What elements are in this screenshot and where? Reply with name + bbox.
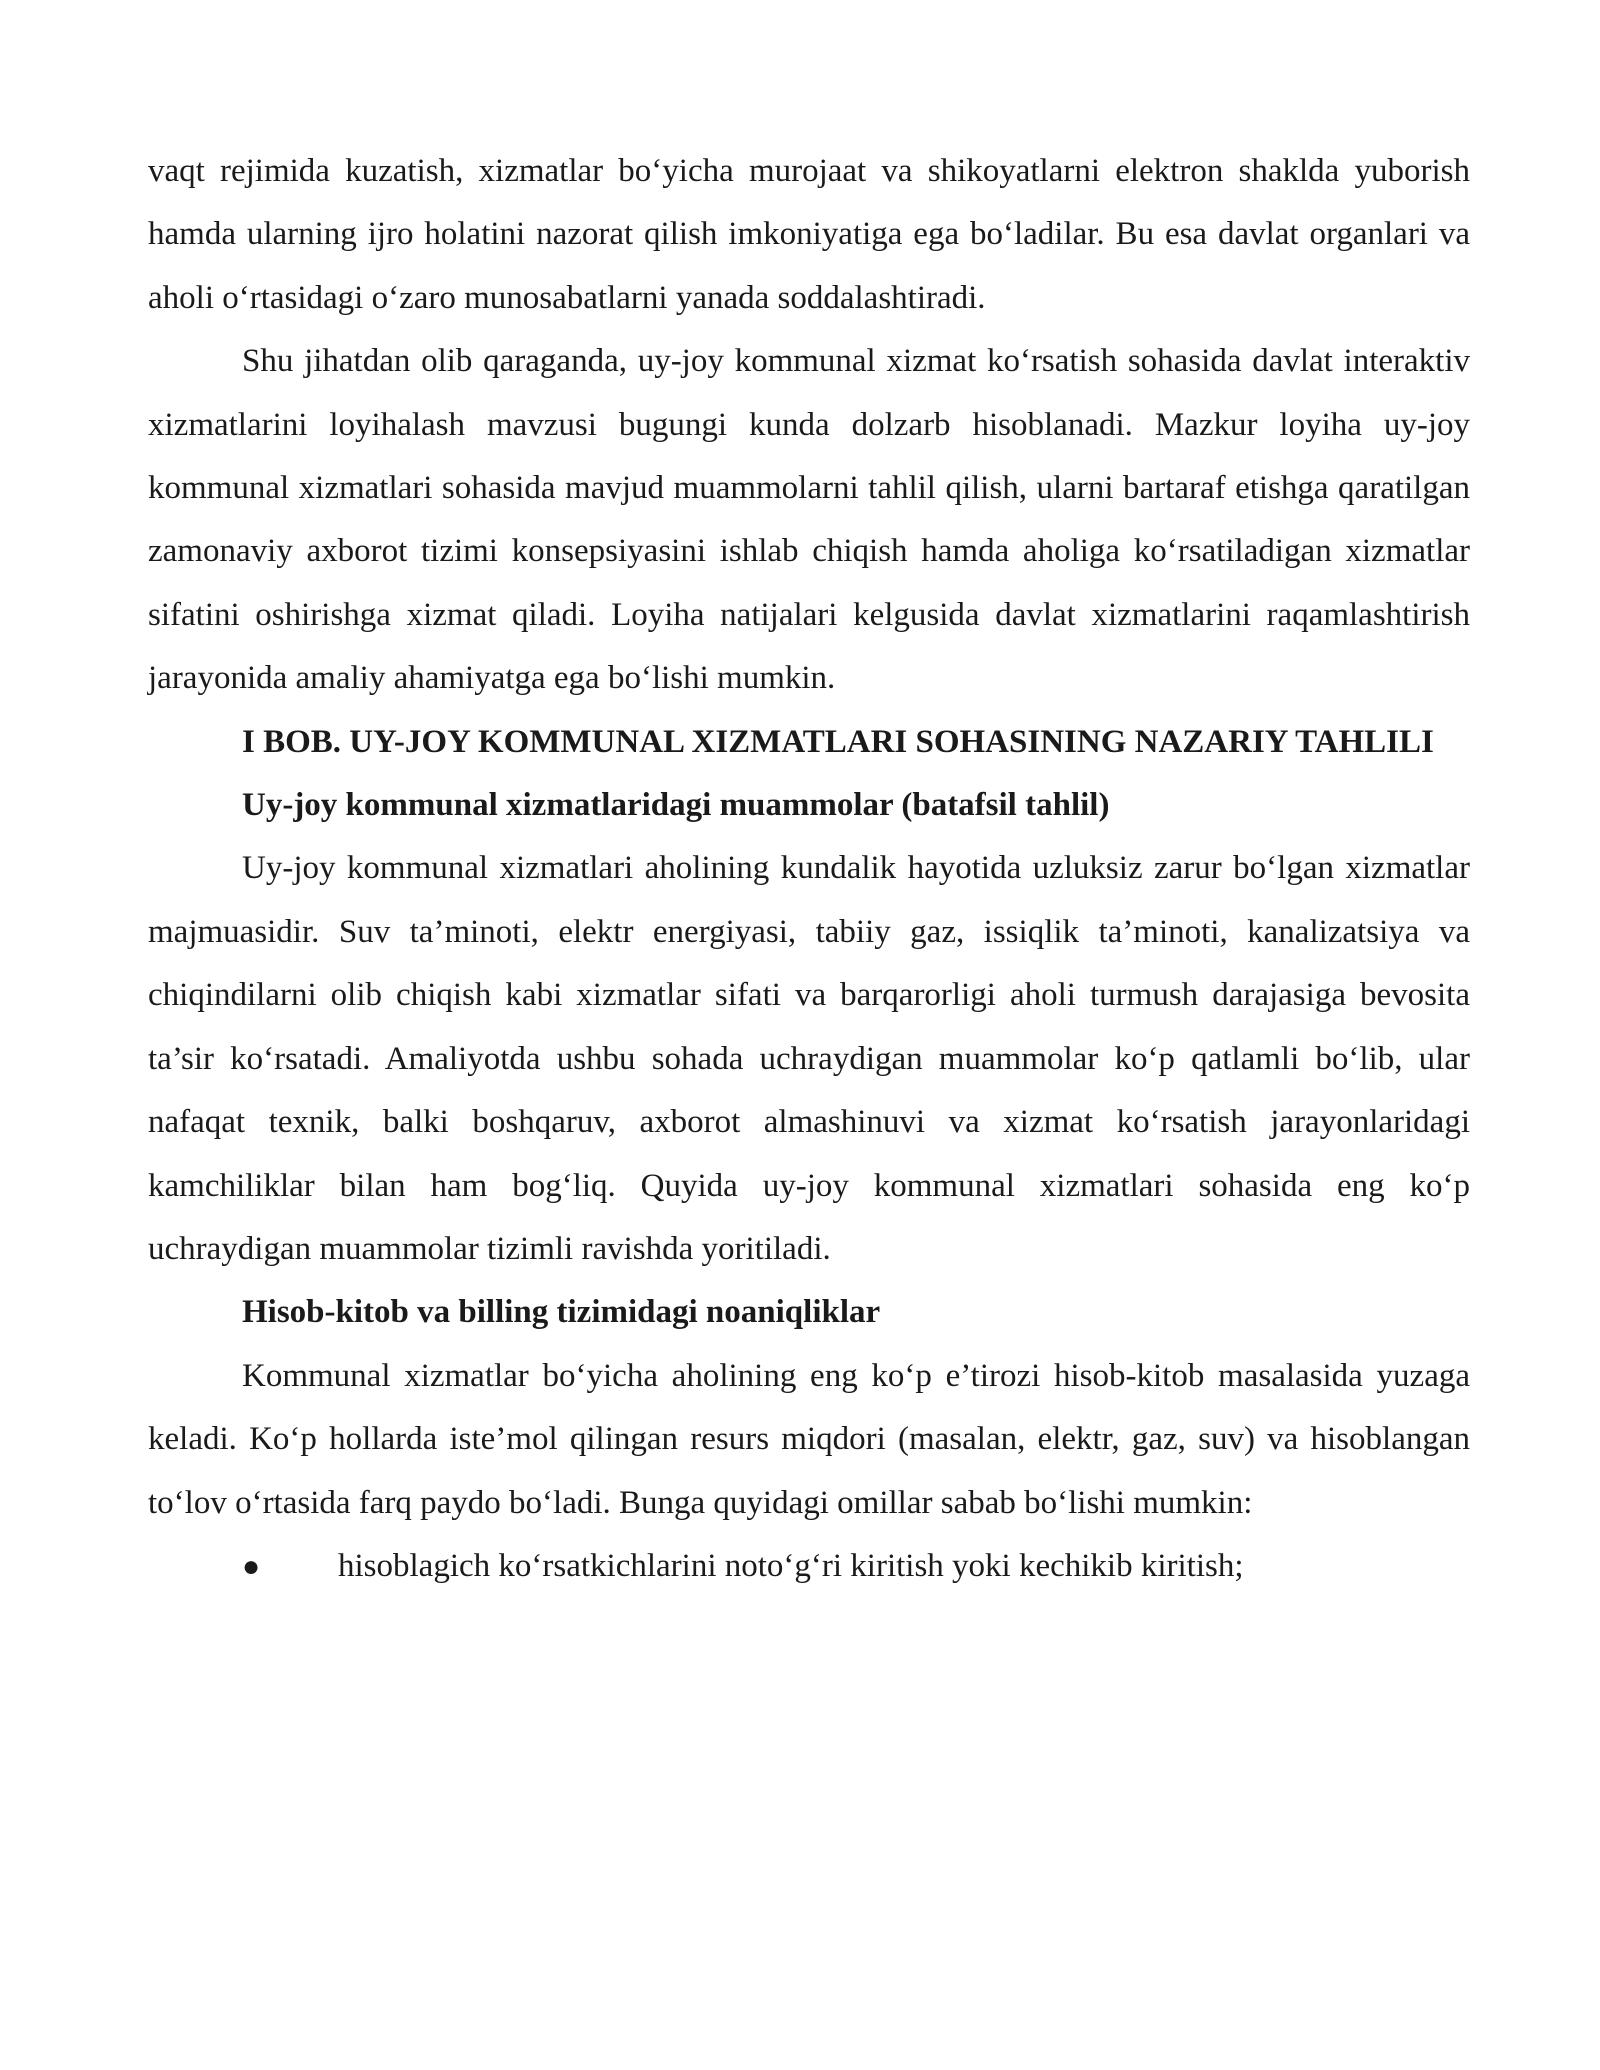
- paragraph-relevance: Shu jihatdan olib qaraganda, uy-joy kommunal xizmat ko‘rsatish sohasida davlat interaktiv xizmatlarini loyihalash mavzusi bugungi kunda dolzarb hisoblanadi. Mazkur loyiha uy-joy kommunal xizmatlari sohasida mavjud muammolarni tahlil qilish, ularni bartaraf etishga qaratilgan zamonaviy axborot tizimi konsepsiyasini ishlab chiqish hamda aholiga ko‘rsatiladigan xizmatlar sifatini oshirishga xizmat qiladi. Loyiha natijalari kelgusida davlat xizmatlarini raqamlashtirish jarayonida amaliy ahamiyatga ega bo‘lishi mumkin.: [148, 343, 1470, 697]
- paragraph-billing: Kommunal xizmatlar bo‘yicha aholining eng ko‘p e’tirozi hisob-kitob masalasida yuzaga keladi. Ko‘p hollarda iste’mol qilingan resurs miqdori (masalan, elektr, gaz, suv) va hisoblangan to‘lov o‘rtasida farq paydo bo‘ladi. Bunga quyidagi omillar sabab bo‘lishi mumkin:: [148, 1357, 1470, 1521]
- bullet-icon: ●: [242, 1549, 261, 1583]
- chapter-heading: I BOB. UY-JOY KOMMUNAL XIZMATLARI SOHASINING NAZARIY TAHLILI: [242, 723, 1434, 760]
- list-item-text: hisoblagich ko‘rsatkichlarini noto‘g‘ri kiritish yoki kechikib kiritish;: [338, 1547, 1244, 1584]
- section-heading-billing: Hisob-kitob va billing tizimidagi noaniqliklar: [242, 1294, 881, 1331]
- list-item: [148, 1535, 1470, 1598]
- bullet-list: [148, 1535, 1470, 1598]
- paragraph-problems-intro: Uy-joy kommunal xizmatlari aholining kundalik hayotida uzluksiz zarur bo‘lgan xizmatlar majmuasidir. Suv ta’minoti, elektr energiyasi, tabiiy gaz, issiqlik ta’minoti, kanalizatsiya va chiqindilarni olib chiqish kabi xizmatlar sifati va barqarorligi aholi turmush darajasiga bevosita ta’sir ko‘rsatadi. Amaliyotda ushbu sohada uchraydigan muammolar ko‘p qatlamli bo‘lib, ular nafaqat texnik, balki boshqaruv, axborot almashinuvi va xizmat ko‘rsatish jarayonlaridagi kamchiliklar bilan ham bog‘liq. Quyida uy-joy kommunal xizmatlari sohasida eng ko‘p uchraydigan muammolar tizimli ravishda yoritiladi.: [148, 850, 1470, 1267]
- paragraph-continuation: vaqt rejimida kuzatish, xizmatlar bo‘yicha murojaat va shikoyatlarni elektron shaklda yuborish hamda ularning ijro holatini nazorat qilish imkoniyatiga ega bo‘ladilar. Bu esa davlat organlari va aholi o‘rtasidagi o‘zaro munosabatlarni yanada soddalashtiradi.: [148, 153, 1470, 316]
- section-heading-problems: Uy-joy kommunal xizmatlaridagi muammolar (batafsil tahlil): [242, 787, 1110, 824]
